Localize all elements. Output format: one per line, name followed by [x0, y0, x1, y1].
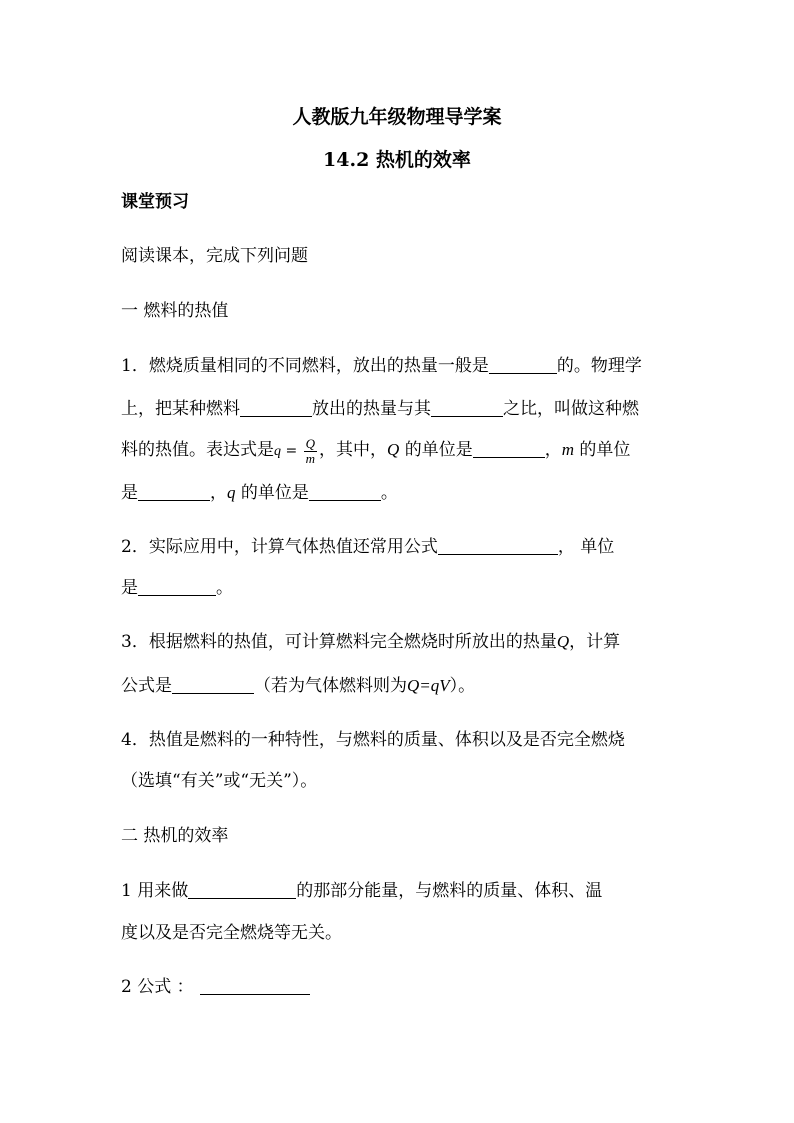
heat-value-formula: q = $\frac{Q}{m}$ [274, 435, 316, 466]
q3-line2: 公式是 （若为气体燃料则为Q=qV）。 [121, 676, 476, 696]
answer-blank[interactable] [473, 439, 545, 458]
answer-blank[interactable] [438, 536, 558, 555]
q1-line4: 是 ，q 的单位是 。 [121, 483, 398, 503]
answer-blank[interactable] [200, 976, 310, 995]
s2-q1-line2: 度以及是否完全燃烧等无关。 [121, 923, 342, 943]
q1-line1: 1．燃烧质量相同的不同燃料，放出的热量一般是 的。物理学 [121, 356, 642, 376]
section2-heading: 二 热机的效率 [121, 826, 229, 846]
preview-intro: 阅读课本，完成下列问题 [121, 246, 308, 266]
answer-blank[interactable] [240, 398, 312, 417]
document-title: 人教版九年级物理导学案 [292, 106, 502, 128]
q1-line3: 料的热值。表达式是q = $\frac{Q}{m}$ ，其中，Q 的单位是 ，m 的单位 [121, 435, 631, 466]
q3-line1: 3．根据燃料的热值，可计算燃料完全燃烧时所放出的热量Q，计算 [121, 632, 621, 652]
q1-line2: 上，把某种燃料 放出的热量与其 之比，叫做这种燃 [121, 399, 639, 419]
q2-line2: 是 。 [121, 578, 233, 598]
s2-q1-line1: 1 用来做 的那部分能量，与燃料的质量、体积、温 [121, 881, 603, 901]
answer-blank[interactable] [309, 482, 381, 501]
lesson-title: 14.2 热机的效率 [323, 149, 471, 171]
fraction: $\frac{Q}{m}$ [305, 435, 316, 466]
answer-blank[interactable] [431, 398, 503, 417]
q4-line1: 4．热值是燃料的一种特性，与燃料的质量、体积以及是否完全燃烧 [121, 730, 625, 750]
s2-q2-line: 2 公式 ： [121, 975, 310, 999]
answer-blank[interactable] [138, 482, 210, 501]
section1-heading: 一 燃料的热值 [121, 301, 229, 321]
answer-blank[interactable] [172, 675, 254, 694]
answer-blank[interactable] [188, 880, 296, 899]
gas-formula: Q=qV [407, 676, 450, 695]
q4-line2: （选填“有关”或“无关”）。 [121, 771, 318, 791]
q2-line1: 2．实际应用中，计算气体热值还常用公式 ， 单位 [121, 537, 615, 557]
preview-heading: 课堂预习 [121, 192, 189, 212]
answer-blank[interactable] [138, 577, 216, 596]
answer-blank[interactable] [489, 355, 557, 374]
